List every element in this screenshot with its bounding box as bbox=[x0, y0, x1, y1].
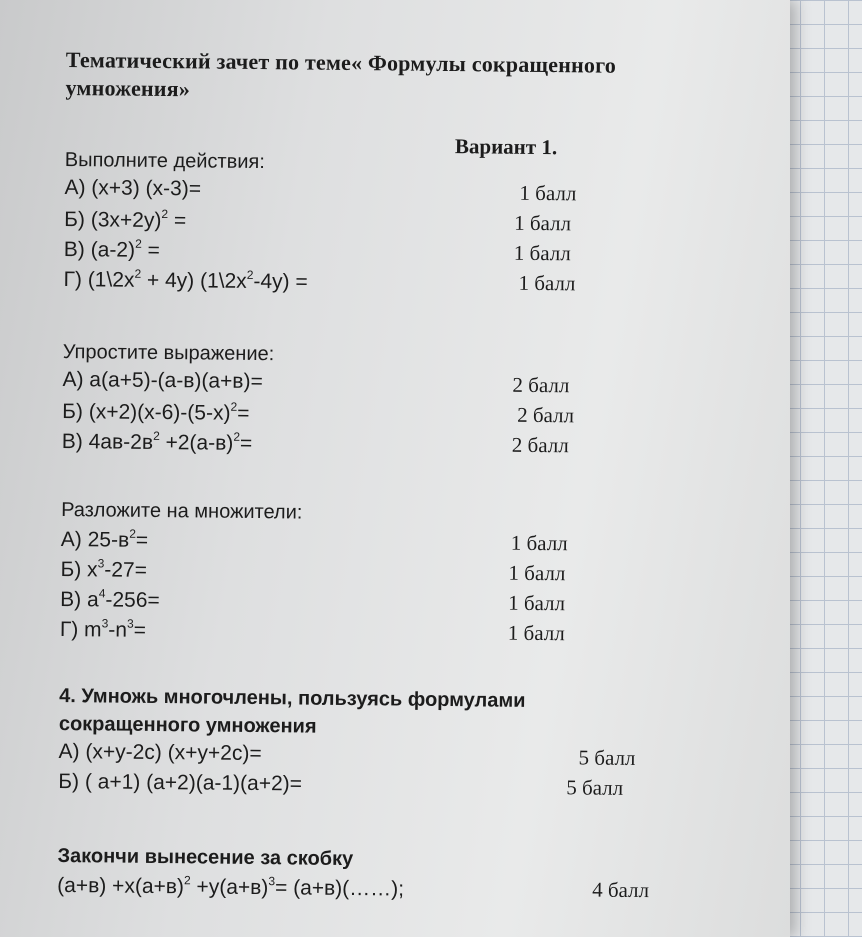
variant-label: Вариант 1. bbox=[454, 134, 558, 160]
worksheet-title: Тематический зачет по теме« Формулы сокращенного умножения» bbox=[65, 46, 617, 102]
task-expression bbox=[58, 740, 261, 766]
task-expression bbox=[60, 586, 160, 613]
task-label: В) bbox=[61, 429, 89, 454]
expression-part: = bbox=[237, 401, 250, 425]
section-perform bbox=[63, 146, 705, 301]
expression-part: (х+3) (х-3)= bbox=[91, 176, 202, 201]
section-heading: Упростите выражение: bbox=[62, 340, 275, 366]
task-points: 4 балл bbox=[592, 877, 650, 903]
exponent: 2 bbox=[129, 526, 137, 541]
exponent: 2 bbox=[153, 428, 160, 444]
section-simplify bbox=[62, 338, 703, 463]
task-points: 1 балл bbox=[507, 620, 565, 646]
task-expression bbox=[62, 368, 263, 394]
task-label: А) bbox=[58, 739, 86, 764]
task-label: Б) bbox=[60, 557, 88, 582]
task-points: 2 балл bbox=[512, 372, 570, 398]
exponent: 2 bbox=[134, 266, 142, 281]
task-label: Г) bbox=[63, 267, 88, 292]
task-label: А) bbox=[64, 175, 92, 200]
exponent: 2 bbox=[230, 399, 238, 414]
task-points: 5 балл bbox=[566, 775, 624, 800]
expression-part: а(а+5)-(а-в)(а+в)= bbox=[89, 368, 263, 394]
expression-part: (х+у-2с) (х+у+2с)= bbox=[85, 740, 262, 766]
expression-part: +2(а-в) bbox=[159, 431, 234, 455]
exponent: 2 bbox=[246, 267, 254, 282]
expression-part: (х+2)(х-6)-(5-х) bbox=[88, 400, 231, 425]
exponent: 4 bbox=[98, 586, 106, 601]
task-points: 2 балл bbox=[511, 432, 569, 458]
expression-part: (а-2) bbox=[90, 238, 136, 262]
task-points: 1 балл bbox=[519, 180, 577, 206]
expression-part: а bbox=[86, 588, 99, 612]
task-points: 1 балл bbox=[518, 270, 576, 296]
task-row bbox=[57, 870, 697, 907]
task-points: 1 балл bbox=[508, 560, 566, 586]
exponent: 3 bbox=[101, 616, 109, 631]
section-heading: Закончи вынесение за скобку bbox=[57, 844, 354, 871]
task-points: 1 балл bbox=[514, 210, 572, 236]
expression-part: = bbox=[135, 528, 149, 552]
expression-part: -256= bbox=[105, 588, 160, 613]
task-label: В) bbox=[63, 237, 91, 262]
expression-part: 25-в bbox=[87, 528, 130, 552]
task-row bbox=[63, 264, 703, 301]
task-expression bbox=[58, 770, 302, 797]
task-label: А) bbox=[62, 367, 90, 392]
task-points: 1 балл bbox=[510, 530, 568, 556]
expression-part: -n bbox=[108, 618, 128, 642]
task-row bbox=[58, 768, 698, 805]
task-row bbox=[60, 614, 700, 651]
task-points: 1 балл bbox=[513, 240, 571, 266]
expression-part: = bbox=[141, 238, 160, 262]
task-label: В) bbox=[60, 587, 88, 612]
exponent: 3 bbox=[126, 616, 134, 631]
task-expression bbox=[57, 872, 404, 902]
task-row bbox=[62, 426, 702, 463]
expression-part: -27= bbox=[104, 558, 148, 582]
task-points: 5 балл bbox=[578, 745, 636, 771]
expression-part: -4у) = bbox=[253, 269, 308, 294]
task-points: 1 балл bbox=[508, 590, 566, 616]
task-label: Г) bbox=[59, 617, 85, 642]
task-label: Б) bbox=[64, 207, 91, 232]
task-expression bbox=[62, 398, 250, 426]
exponent: 3 bbox=[97, 556, 105, 571]
expression-part: (1\2х bbox=[87, 268, 135, 292]
task-label: Б) bbox=[62, 399, 89, 424]
section-factor bbox=[60, 496, 702, 651]
task-expression bbox=[61, 526, 149, 553]
exponent: 2 bbox=[233, 429, 241, 444]
expression-part: + 4у) (1\2х bbox=[141, 268, 247, 293]
section-factor-out bbox=[57, 842, 698, 907]
section-multiply bbox=[58, 682, 699, 805]
task-label: Б) bbox=[58, 769, 86, 794]
expression-part: = bbox=[239, 431, 253, 455]
expression-part: ( а+1) (а+2)(а-1)(а+2)= bbox=[84, 770, 303, 796]
expression-part: = (а+в)(……); bbox=[274, 876, 405, 901]
exponent: 2 bbox=[135, 236, 142, 251]
task-expression bbox=[64, 206, 186, 233]
section-heading: 4. Умножь многочлены, пользуясь формулами сокращенного умножения bbox=[58, 684, 526, 738]
section-heading: Разложите на множители: bbox=[61, 498, 303, 524]
expression-part: = bbox=[167, 209, 187, 233]
expression-part: = bbox=[133, 618, 147, 642]
task-expression bbox=[62, 428, 253, 456]
expression-part: +у(а+в) bbox=[190, 875, 269, 900]
task-expression bbox=[64, 236, 160, 263]
exponent: 2 bbox=[161, 207, 169, 222]
exponent: 3 bbox=[268, 874, 276, 889]
task-expression bbox=[64, 176, 201, 201]
expression-part: (3х+2у) bbox=[90, 208, 162, 233]
task-expression bbox=[63, 266, 307, 295]
expression-part: х bbox=[87, 558, 98, 582]
exponent: 2 bbox=[183, 873, 191, 888]
expression-part: m bbox=[83, 618, 102, 642]
expression-part: 4ав-2в bbox=[88, 430, 154, 454]
expression-part: (а+в) +х(а+в) bbox=[57, 873, 185, 899]
section-heading: Выполните действия: bbox=[64, 148, 265, 174]
task-expression bbox=[60, 616, 146, 643]
task-label: А) bbox=[60, 527, 88, 552]
task-expression bbox=[60, 556, 147, 583]
task-points: 2 балл bbox=[517, 402, 575, 428]
